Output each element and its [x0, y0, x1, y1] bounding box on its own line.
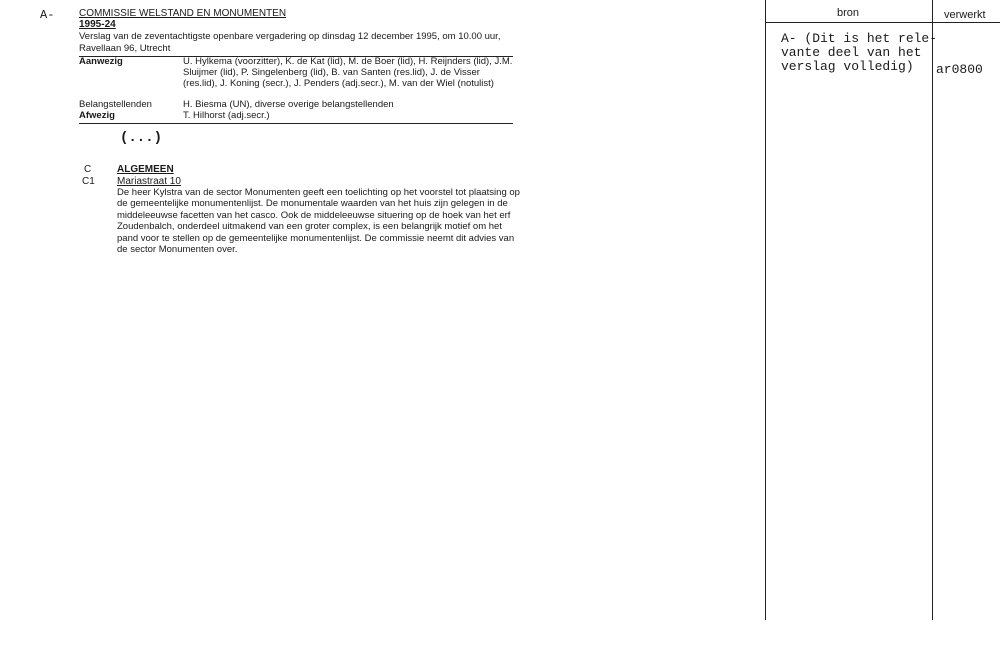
attendance-label-guests: Belangstellenden: [79, 99, 152, 110]
attendance-value-present: U. Hylkema (voorzitter), K. de Kat (lid), M. de Boer (lid), H. Reijnders (lid), J.M. Sluijmer (lid), P. Singelenberg (lid), B. van Santen (res.lid), J. de Visser (res.lid), J. Koning (secr.), J. Penders (adj.secr.), M. van der Wiel (notulist): [183, 56, 513, 89]
section-code: C: [84, 164, 92, 175]
document-id: 1995-24: [79, 19, 116, 30]
column-header-bron: bron: [837, 7, 860, 19]
subsection-code: C1: [82, 176, 95, 187]
panel-header-rule: [765, 22, 1000, 23]
reference-code: ar0800: [936, 62, 983, 77]
attendance-label-absent: Afwezig: [79, 110, 115, 121]
column-header-verwerkt: verwerkt: [944, 9, 986, 21]
document-marker: A-: [40, 8, 55, 22]
attendance-value-guests: H. Biesma (UN), diverse overige belangstellenden: [183, 99, 394, 110]
panel-left-border: [765, 0, 766, 620]
divider-bottom: [79, 123, 513, 124]
attendance-value-absent: T. Hilhorst (adj.secr.): [183, 110, 270, 121]
document-title: COMMISSIE WELSTAND EN MONUMENTEN: [79, 8, 287, 19]
subsection-body: De heer Kylstra van de sector Monumenten geeft een toelichting op het voorstel tot plaatsing op de gemeentelijke monumentenlijst. De monumentale waarden van het huis zijn gelegen in de middeleeuwse facetten van het casco. Ook de middeleeuwse situering op de hoek van het erf Zoudenbalch, onderdeel uitmakend van een groter complex, is een belangrijk motief om het pand voor te stellen op de gemeentelijke monumentenlijst. De commissie neemt dit advies van de sector Monumenten over.: [117, 187, 520, 256]
source-note: A- (Dit is het rele- vante deel van het verslag volledig): [781, 31, 938, 74]
panel-column-divider: [932, 0, 933, 620]
document-intro: Verslag van de zeventachtigste openbare vergadering op dinsdag 12 december 1995, om 10.00 uur, Ravellaan 96, Utrecht: [79, 31, 501, 54]
subsection-title: Mariastraat 10: [117, 176, 181, 187]
section-title: ALGEMEEN: [117, 164, 174, 175]
attendance-label-present: Aanwezig: [79, 56, 123, 67]
omission-marker: (...): [120, 130, 163, 146]
